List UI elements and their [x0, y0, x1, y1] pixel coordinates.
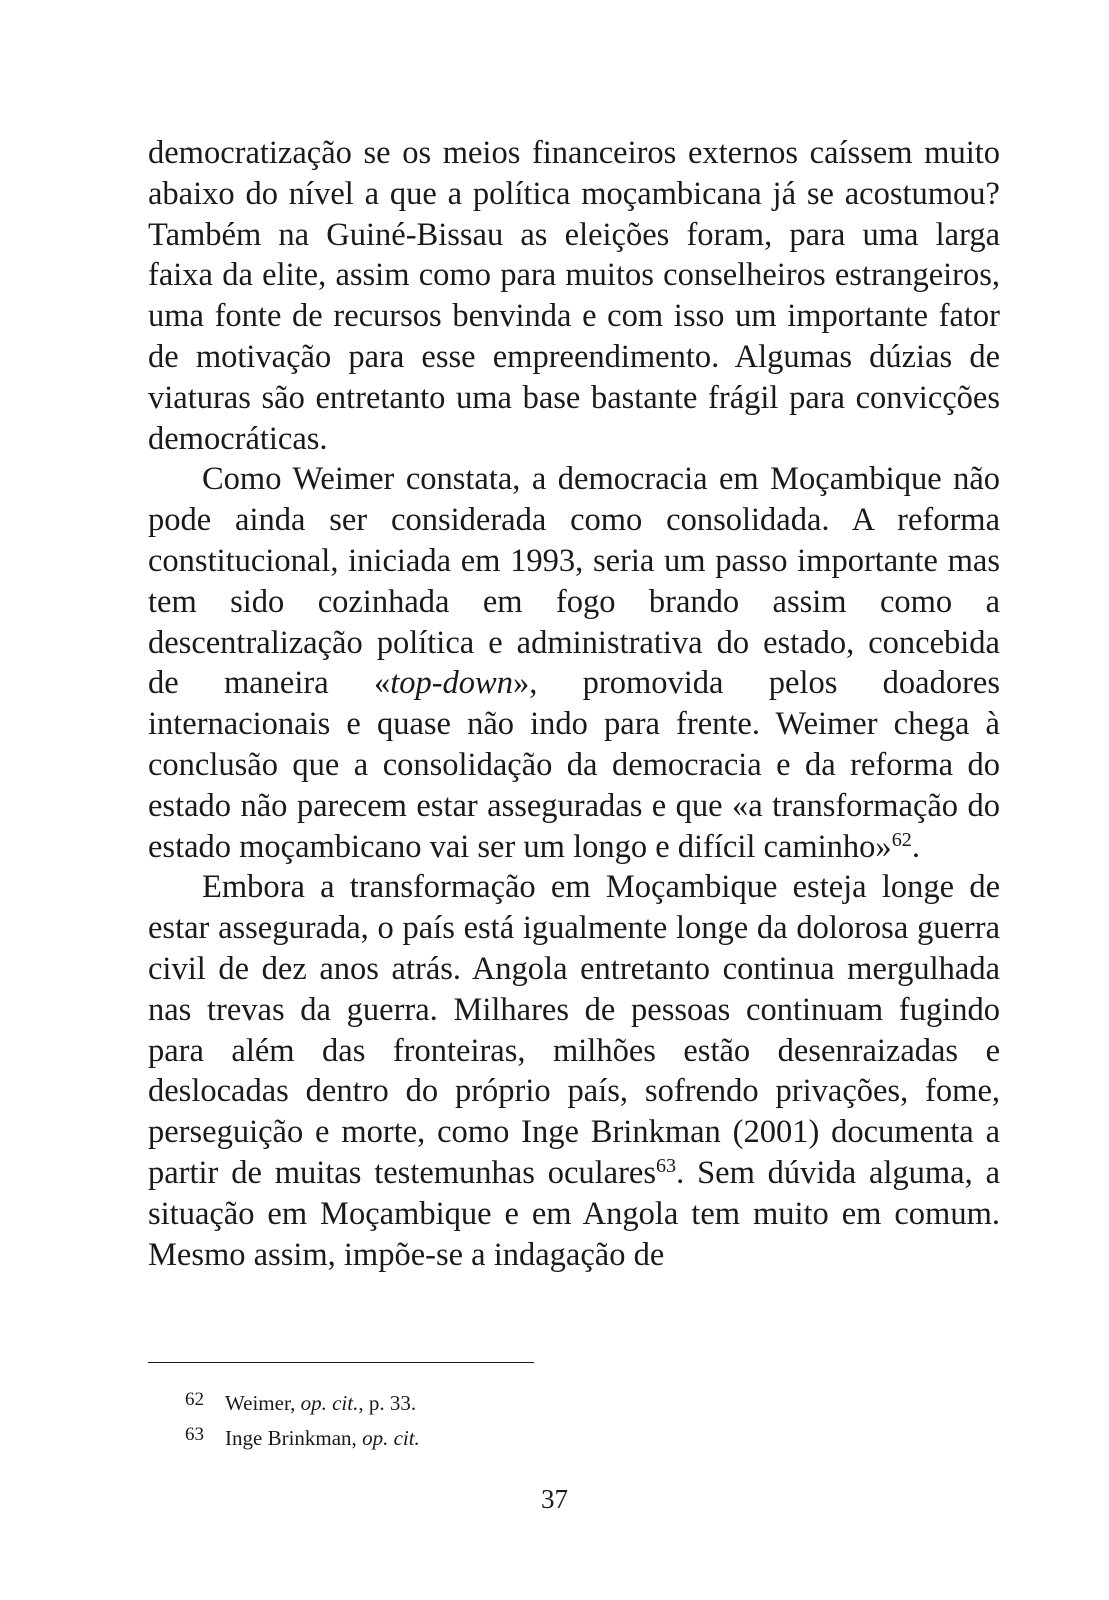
text-run: Inge Brinkman,	[225, 1426, 363, 1450]
footnote	[185, 1384, 420, 1419]
footnote-ref: 62	[891, 828, 912, 851]
text-run: Como Weimer constata, a democracia em Moçambique não pode ainda ser considerada como consolidada. A reforma constitucional, iniciada em 1993, seria um passo importante mas tem sido cozinhada em fogo brando assim como a descentralização política e administrativa do estado, concebida de maneira «	[148, 461, 1000, 702]
paragraph	[148, 459, 1000, 867]
paragraph	[148, 867, 1000, 1275]
paragraph	[148, 133, 1000, 459]
footnotes	[185, 1384, 420, 1454]
footnote-number: 63	[185, 1424, 204, 1445]
text-run: , p. 33.	[358, 1391, 417, 1415]
footnote	[185, 1419, 420, 1454]
text-run: Embora a transformação em Moçambique esteja longe de estar assegurada, o país está igualmente longe da dolorosa guerra civil de dez anos atrás. Angola entretanto continua mergulhada nas trevas da guerra. Milhares de pessoas continuam fugindo para além das fronteiras, milhões estão desenraizadas e deslocadas dentro do próprio país, sofrendo privações, fome, perseguição e morte, como Inge Brinkman (2001) documenta a partir de muitas testemunhas oculares	[148, 869, 1000, 1191]
italic-text: top-down	[390, 665, 513, 702]
text-run: », promovida pelos doadores internacionais e quase não indo para frente. Weimer chega à conclusão que a consolidação da democracia e da reforma do estado não parecem estar asseguradas e que «a transformação do estado moçambicano vai ser um longo e difícil caminho»	[148, 665, 1000, 865]
italic-text: op. cit.	[362, 1426, 420, 1450]
footnote-separator	[148, 1362, 534, 1363]
text-run: .	[911, 828, 920, 865]
page-number: 37	[541, 1484, 568, 1514]
text-run: . Sem dúvida alguma, a situação em Moçambique e em Angola tem muito em comum. Mesmo assim, impõe-se a indagação de	[148, 1154, 1000, 1273]
text-run: Weimer,	[225, 1391, 301, 1415]
footnote-number: 62	[185, 1389, 204, 1410]
italic-text: op. cit.	[300, 1391, 359, 1415]
footnote-ref: 63	[655, 1154, 677, 1177]
body-text	[148, 133, 1000, 1275]
text-run: democratização se os meios financeiros externos caíssem muito abaixo do nível a que a política moçambicana já se acostumou? Também na Guiné-Bissau as eleições foram, para uma larga faixa da elite, assim como para muitos conselheiros estrangeiros, uma fonte de recursos benvinda e com isso um importante fator de motivação para esse empreendimento. Algumas dúzias de viaturas são entretanto uma base bastante frágil para convicções democráticas.	[148, 135, 1000, 457]
